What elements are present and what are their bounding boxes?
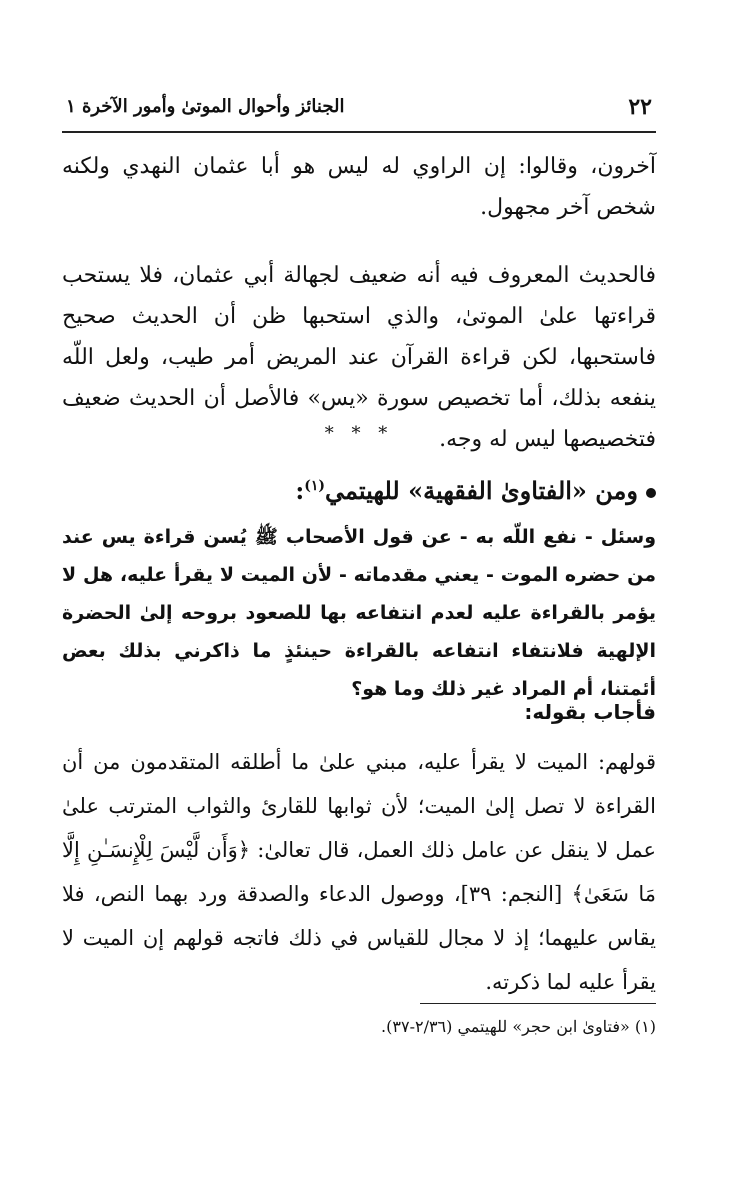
paragraph-hadith-discussion: فالحديث المعروف فيه أنه ضعيف لجهالة أبي عثمان، فلا يستحب قراءتها علىٰ الموتىٰ، والذي استحبها ظن أن الحديث صحيح فاستحبها، لكن قراءة القرآن عند المريض أمر طيب، ولعل اللّه ينفعه بذلك، أما تخصيص سورة «يس» فالأصل أن الحديث ضعيف فتخصيصها ليس له وجه. [62, 263, 656, 452]
paragraph-continuation: آخرون، وقالوا: إن الراوي له ليس هو أبا عثمان النهدي ولكنه شخص آخر مجهول. [62, 154, 656, 220]
page-header [62, 88, 656, 128]
answer-text: قولهم: الميت لا يقرأ عليه، مبني علىٰ ما أطلقه المتقدمون من أن القراءة لا تصل إلىٰ الميت؛ لأن ثوابها للقارئ والثواب المترتب علىٰ عمل لا ينقل عن عامل ذلك العمل، قال تعالىٰ: ﴿وَأَن لَّيْسَ لِلْإِنسَـٰنِ إِلَّا مَا سَعَىٰ﴾ [النجم: ٣٩]، ووصول الدعاء والصدقة ورد بهما النص، فلا يقاس عليهما؛ إذ لا مجال للقياس في ذلك فاتجه قولهم إن الميت لا يقرأ عليه لما ذكرته. [62, 750, 657, 994]
footnote-divider [420, 1003, 656, 1004]
source-colon: : [295, 476, 305, 505]
running-title: الجنائز وأحوال الموتىٰ وأمور الآخرة ١ [66, 96, 345, 117]
source-title: ومن «الفتاوىٰ الفقهية» للهيتمي [325, 476, 638, 505]
section-separator: * * * [324, 423, 394, 444]
question-text: وسئل - نفع اللّه به - عن قول الأصحاب ﷺ يُسن قراءة يس عند من حضره الموت - يعني مقدماته - لأن الميت لا يقرأ عليه، هل لا يؤمر بالقراءة عليه لعدم انتفاعه بها للصعود بروحه إلىٰ الحضرة الإلهية فلانتفاء انتفاعه بالقراءة حينئذٍ ما ذاكرني بذلك بعض أئمتنا، أم المراد غير ذلك وما هو؟ [62, 526, 656, 700]
footnote: (١) «فتاوىٰ ابن حجر» للهيتمي (٢/٣٦-٣٧). [381, 1017, 656, 1036]
answer-label: فأجاب بقوله: [524, 700, 656, 724]
source-heading [62, 466, 656, 511]
page-number: ٢٢ [628, 94, 652, 120]
bullet-icon [646, 488, 656, 498]
footnote-reference: (١) [304, 478, 326, 494]
header-divider [62, 131, 656, 133]
